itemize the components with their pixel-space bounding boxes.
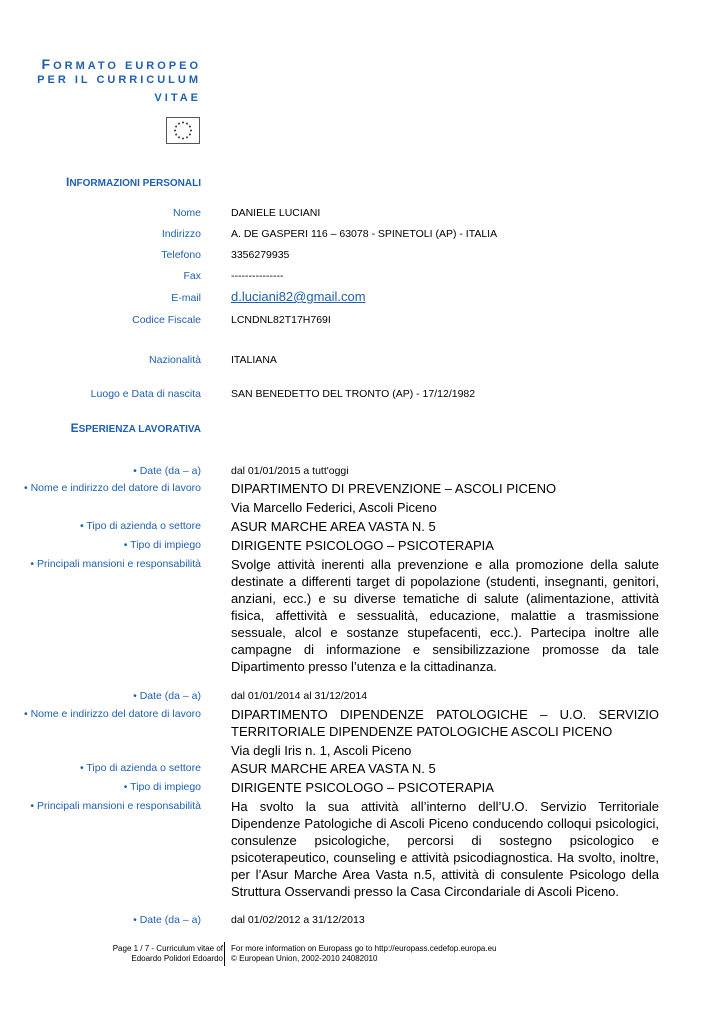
value-dates-3: dal 01/02/2012 a 31/12/2013 (231, 914, 365, 926)
label-sector-1: • Tipo di azienda o settore (79, 520, 201, 532)
label-email: E-mail (171, 292, 201, 304)
cv-title-line-1: FORMATO EUROPEO (41, 56, 201, 72)
value-name: DANIELE LUCIANI (231, 207, 321, 219)
value-employer-2: DIPARTIMENTO DIPENDENZE PATOLOGICHE – U.O. SERVIZIO TERRITORIALE DIPENDENZE PATOLOGICHE ASCOLI PICENO (231, 707, 659, 739)
footer-page-info: Page 1 / 7 - Curriculum vitae of Edoardo Polidori Edoardo (112, 944, 223, 963)
value-type-1: DIRIGENTE PSICOLOGO – PSICOTERAPIA (231, 538, 494, 553)
value-fax: --------------- (231, 270, 284, 282)
label-type-2: • Tipo di impiego (123, 781, 201, 793)
value-nationality: ITALIANA (231, 354, 277, 366)
value-dates-1: dal 01/01/2015 a tutt'oggi (231, 465, 349, 477)
label-type-1: • Tipo di impiego (123, 539, 201, 551)
value-address: A. DE GASPERI 116 – 63078 - SPINETOLI (AP) - ITALIA (231, 228, 498, 240)
label-dates-1: • Date (da – a) (133, 465, 201, 477)
eu-flag-icon (166, 117, 200, 144)
label-dates-2: • Date (da – a) (133, 690, 201, 702)
value-address-1: Via Marcello Federici, Ascoli Piceno (231, 500, 437, 515)
value-email-row (231, 290, 659, 305)
label-name: Nome (172, 207, 201, 219)
value-type-2: DIRIGENTE PSICOLOGO – PSICOTERAPIA (231, 780, 494, 795)
footer-europass-info: For more information on Europass go to http://europass.cedefop.europa.eu © European Union, 2002-2010 24082010 (231, 944, 497, 963)
value-tax-code: LCNDNL82T17H769I (231, 314, 331, 326)
label-nationality: Nazionalità (149, 354, 201, 366)
label-employer-2: • Nome e indirizzo del datore di lavoro (23, 708, 201, 720)
label-fax: Fax (183, 270, 201, 282)
value-employer-1: DIPARTIMENTO DI PREVENZIONE – ASCOLI PICENO (231, 481, 557, 496)
label-duties-2: • Principali mansioni e responsabilità (30, 800, 201, 812)
value-sector-2: ASUR MARCHE AREA VASTA N. 5 (231, 761, 436, 776)
label-sector-2: • Tipo di azienda o settore (79, 762, 201, 774)
value-duties-2: Ha svolto la sua attività all’interno dell’U.O. Servizio Territoriale Dipendenze Patologiche di Ascoli Piceno conducendo colloqui psicologici, consulenze psicologiche, percorsi di sostegno psicologico e psicoterapeutico, counseling e attività psicodiagnostica. Ha svolto, inoltre, per l’Asur Marche Area Vasta n.5, attività di consulente Psicologo della Struttura Osservandi presso la Casa Circondariale di Ascoli Piceno. (231, 799, 659, 899)
value-birth: SAN BENEDETTO DEL TRONTO (AP) - 17/12/1982 (231, 388, 476, 400)
email-link[interactable]: d.luciani82@gmail.com (231, 289, 366, 304)
label-tax-code: Codice Fiscale (132, 314, 201, 326)
value-sector-1: ASUR MARCHE AREA VASTA N. 5 (231, 519, 436, 534)
value-duties-1: Svolge attività inerenti alla prevenzione e alla promozione della salute destinate a differenti target di popolazione (studenti, insegnanti, genitori, anziani, ecc.) e su diverse tematiche di salute (alimentazione, attività fisica, affettività e sessualità, educazione, malattie a trasmissione sessuale, alcol e sostanze stupefacenti, ecc.). Partecipa inoltre alle campagne di informazione e sensibilizzazione promosse da tale Dipartimento presso l’utenza e la cittadinanza. (231, 557, 659, 674)
footer-divider (224, 942, 225, 966)
label-employer-1: • Nome e indirizzo del datore di lavoro (23, 482, 201, 494)
section-title-experience: ESPERIENZA LAVORATIVA (70, 421, 201, 435)
label-phone: Telefono (161, 249, 201, 261)
value-phone: 3356279935 (231, 249, 290, 261)
value-address-2: Via degli Iris n. 1, Ascoli Piceno (231, 743, 412, 758)
cv-title-line-2: PER IL CURRICULUM (37, 74, 201, 86)
label-dates-3: • Date (da – a) (133, 914, 201, 926)
label-birth: Luogo e Data di nascita (90, 388, 201, 400)
value-dates-2: dal 01/01/2014 al 31/12/2014 (231, 690, 368, 702)
section-title-personal: INFORMAZIONI PERSONALI (65, 175, 201, 189)
label-address: Indirizzo (161, 228, 201, 240)
cv-title-line-3: VITAE (154, 92, 201, 104)
label-duties-1: • Principali mansioni e responsabilità (30, 558, 201, 570)
